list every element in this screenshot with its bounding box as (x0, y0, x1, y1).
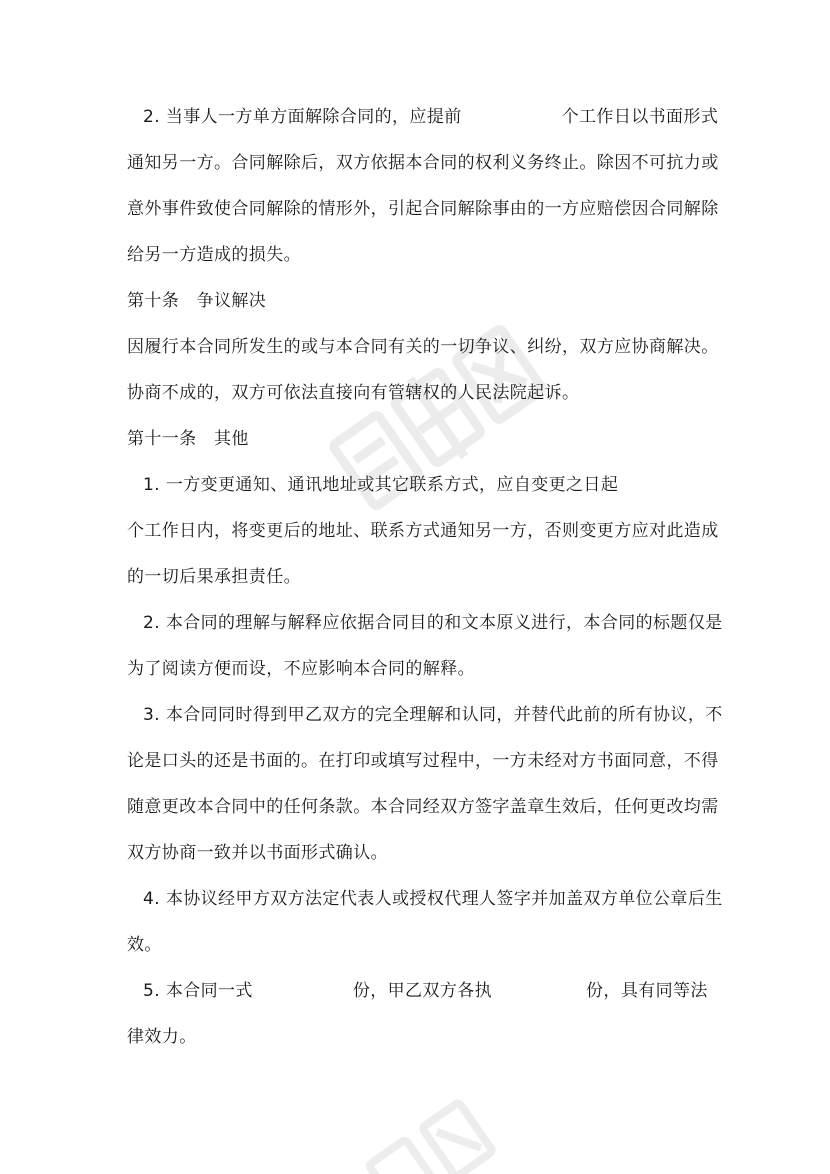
clause-11-3-line-1: 3. 本合同同时得到甲乙双方的完全理解和认同，并替代此前的所有协议，不 (143, 705, 723, 725)
clause-11-2-line-2: 为了阅读方便而设，不应影响本合同的解释。 (127, 659, 475, 679)
clause-11-5-line-2: 律效力。 (127, 1027, 197, 1047)
clause-11-3-line-3: 随意更改本合同中的任何条款。本合同经双方签字盖章生效后，任何更改均需 (127, 797, 719, 817)
clause-11-3-line-2: 论是口头的还是书面的。在打印或填写过程中，一方未经对方书面同意，不得 (127, 751, 719, 771)
clause-11-1-line-3: 的一切后果承担责任。 (127, 567, 301, 587)
text-segment: 个工作日以书面形式 (561, 107, 719, 127)
watermark-logo-bottom (350, 1090, 500, 1174)
clause-11-4-line-1: 4. 本协议经甲方双方法定代表人或授权代理人签字并加盖双方单位公章后生 (143, 889, 723, 909)
text-segment: 5. 本合同一式 (143, 981, 253, 1001)
article-11-heading: 第十一条 其他 (127, 429, 249, 449)
clause-11-1-line-1: 1. 一方变更通知、通讯地址或其它联系方式，应自变更之日起 (143, 475, 619, 495)
clause-11-4-line-2: 效。 (127, 935, 162, 955)
article-10-line-2: 协商不成的，双方可依法直接向有管辖权的人民法院起诉。 (127, 383, 580, 403)
article-10-heading: 第十条 争议解决 (127, 291, 267, 311)
clause-9-2-line-1 (143, 105, 718, 129)
clause-11-1-line-2: 个工作日内，将变更后的地址、联系方式通知另一方，否则变更方应对此造成 (127, 521, 719, 541)
clause-9-2-line-4: 给另一方造成的损失。 (127, 245, 301, 265)
clause-9-2-line-2: 通知另一方。合同解除后，双方依据本合同的权利义务终止。除因不可抗力或 (127, 153, 719, 173)
clause-11-3-line-4: 双方协商一致并以书面形式确认。 (127, 843, 388, 863)
clause-11-5-line-1 (143, 979, 708, 1003)
text-segment: 份，甲乙双方各执 (352, 981, 493, 1001)
clause-9-2-line-3: 意外事件致使合同解除的情形外，引起合同解除事由的一方应赔偿因合同解除 (127, 199, 719, 219)
text-segment: 2. 当事人一方单方面解除合同的，应提前 (143, 107, 462, 127)
text-segment: 份，具有同等法 (586, 981, 708, 1001)
article-10-line-1: 因履行本合同所发生的或与本合同有关的一切争议、纠纷，双方应协商解决。 (127, 337, 719, 357)
clause-11-2-line-1: 2. 本合同的理解与解释应依据合同目的和文本原义进行，本合同的标题仅是 (143, 613, 723, 633)
